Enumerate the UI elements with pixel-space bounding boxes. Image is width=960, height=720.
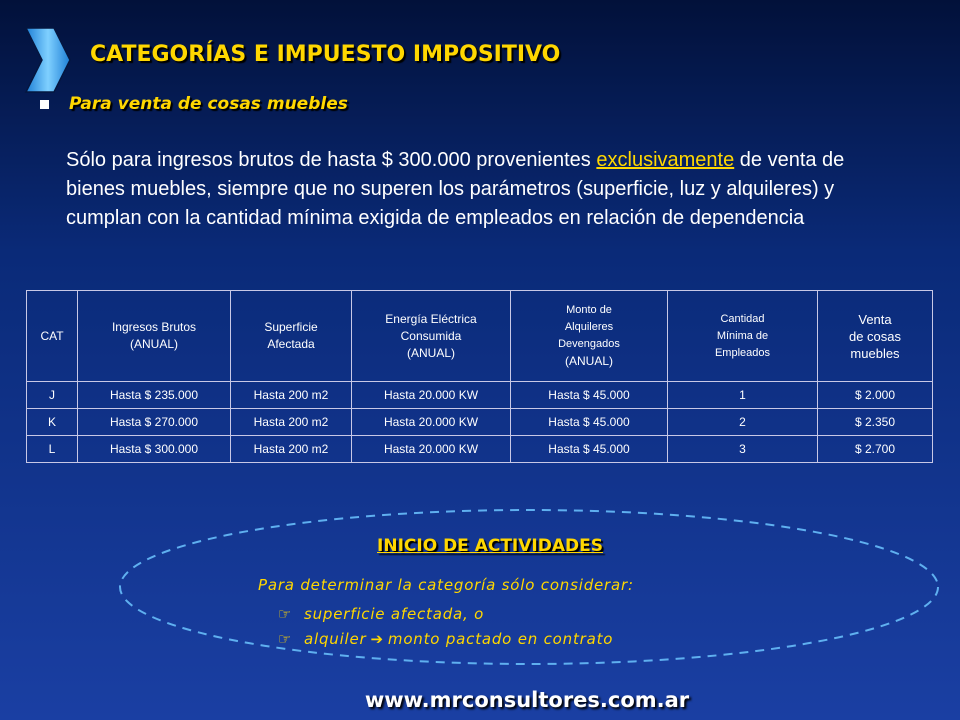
intro-part1: Sólo para ingresos brutos de hasta $ 300.000 provenientes <box>66 149 597 171</box>
pointing-hand-icon: ☞ <box>278 630 293 648</box>
cell-alquileres: Hasta $ 45.000 <box>511 382 668 409</box>
intro-highlight: exclusivamente <box>596 149 735 171</box>
header-cat <box>27 291 78 382</box>
cell-energia: Hasta 20.000 KW <box>352 409 511 436</box>
header-empleados-line2: Mínima de <box>716 329 769 342</box>
item2-text-a: alquiler <box>304 630 367 648</box>
list-item <box>278 602 613 627</box>
header-superficie <box>231 291 352 382</box>
page-title: CATEGORÍAS E IMPUESTO IMPOSITIVO <box>90 42 561 67</box>
cell-empleados: 1 <box>668 382 818 409</box>
header-empleados-line3: Empleados <box>714 346 771 359</box>
website-url: www.mrconsultores.com.ar <box>364 688 690 712</box>
header-energia-line3: (ANUAL) <box>406 345 455 360</box>
header-alquileres-line1: Monto de <box>566 303 612 316</box>
arrow-right-icon: ➔ <box>370 630 384 648</box>
inicio-heading: INICIO DE ACTIVIDADES <box>377 536 603 556</box>
cell-cat: J <box>27 382 78 409</box>
header-empleados <box>668 291 818 382</box>
header-empleados-line1: Cantidad <box>720 312 765 325</box>
header-ingresos-line1: Ingresos Brutos <box>111 320 197 334</box>
cell-venta: $ 2.350 <box>818 409 933 436</box>
arrow-icon <box>24 26 72 94</box>
cell-cat: L <box>27 436 78 463</box>
header-alquileres-line3: Devengados <box>558 337 620 350</box>
cell-ingresos: Hasta $ 270.000 <box>78 409 231 436</box>
cell-alquileres: Hasta $ 45.000 <box>511 409 668 436</box>
list-item <box>278 627 613 652</box>
category-table <box>26 290 933 463</box>
subtitle-row <box>40 94 348 114</box>
header-venta-line3: muebles <box>850 345 900 361</box>
intro-paragraph <box>66 146 906 233</box>
header-venta-line2: de cosas <box>848 328 902 344</box>
table-header-row <box>27 291 933 382</box>
header-ingresos <box>78 291 231 382</box>
item1-text: superficie afectada, o <box>304 605 485 623</box>
cell-energia: Hasta 20.000 KW <box>352 382 511 409</box>
cell-empleados: 2 <box>668 409 818 436</box>
header-alquileres-line2: Alquileres <box>564 320 614 333</box>
header-venta <box>818 291 933 382</box>
item2-text-b: monto pactado en contrato <box>387 630 614 648</box>
cell-superficie: Hasta 200 m2 <box>231 409 352 436</box>
header-energia <box>352 291 511 382</box>
cell-empleados: 3 <box>668 436 818 463</box>
table-row-k <box>27 409 933 436</box>
table-row-l <box>27 436 933 463</box>
table-row-j <box>27 382 933 409</box>
header-superficie-line2: Afectada <box>267 337 315 351</box>
cell-alquileres: Hasta $ 45.000 <box>511 436 668 463</box>
header-superficie-line1: Superficie <box>264 320 318 334</box>
cell-superficie: Hasta 200 m2 <box>231 436 352 463</box>
header-cat-label: CAT <box>40 328 64 343</box>
cell-energia: Hasta 20.000 KW <box>352 436 511 463</box>
header-venta-line1: Venta <box>858 311 892 327</box>
header-alquileres <box>511 291 668 382</box>
cell-ingresos: Hasta $ 235.000 <box>78 382 231 409</box>
inicio-list <box>278 602 613 652</box>
pointing-hand-icon: ☞ <box>278 605 293 623</box>
cell-superficie: Hasta 200 m2 <box>231 382 352 409</box>
cell-cat: K <box>27 409 78 436</box>
subtitle: Para venta de cosas muebles <box>69 94 348 114</box>
inicio-note: Para determinar la categoría sólo considerar: <box>258 576 634 594</box>
cell-venta: $ 2.700 <box>818 436 933 463</box>
intro-part2: de venta de bienes muebles, siempre que no superen los parámetros (superficie, luz y alquileres) y cumplan con la cantidad mínima exigida de empleados en relación de dependencia <box>66 149 845 229</box>
bullet-square-icon <box>40 100 49 109</box>
header-energia-line1: Energía Eléctrica <box>385 311 477 326</box>
cell-venta: $ 2.000 <box>818 382 933 409</box>
header-energia-line2: Consumida <box>400 328 462 343</box>
header-alquileres-line4: (ANUAL) <box>564 353 613 368</box>
cell-ingresos: Hasta $ 300.000 <box>78 436 231 463</box>
header-ingresos-line2: (ANUAL) <box>129 337 178 351</box>
